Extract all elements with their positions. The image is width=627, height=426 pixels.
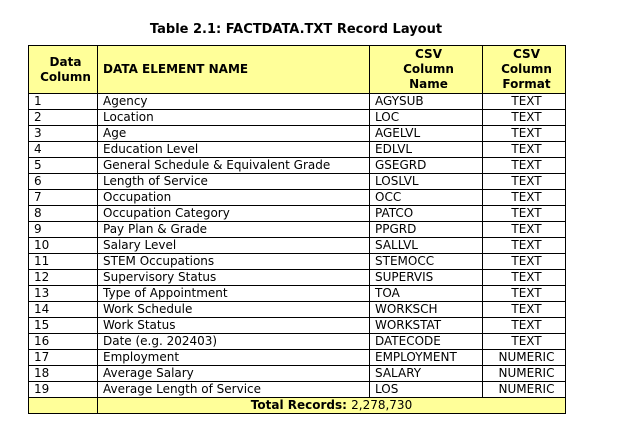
- row-csv-format: TEXT: [483, 270, 566, 286]
- row-element-name: Pay Plan & Grade: [98, 222, 370, 238]
- row-csv-name: EDLVL: [370, 142, 483, 158]
- table-row: [29, 238, 566, 254]
- header-data-column-line-1: Data: [49, 54, 82, 69]
- row-csv-format: TEXT: [483, 142, 566, 158]
- row-element-name: Average Length of Service: [98, 382, 370, 398]
- row-element-name: Age: [98, 126, 370, 142]
- row-csv-format: TEXT: [483, 190, 566, 206]
- row-csv-name: OCC: [370, 190, 483, 206]
- total-row: [29, 398, 566, 414]
- row-number: 3: [29, 126, 98, 142]
- row-element-name: Employment: [98, 350, 370, 366]
- row-number: 16: [29, 334, 98, 350]
- row-csv-format: TEXT: [483, 302, 566, 318]
- row-number: 2: [29, 110, 98, 126]
- header-csv-column-name: [370, 46, 483, 94]
- row-number: 6: [29, 174, 98, 190]
- table-row: [29, 206, 566, 222]
- row-csv-name: LOC: [370, 110, 483, 126]
- row-number: 17: [29, 350, 98, 366]
- table-row: [29, 302, 566, 318]
- total-records-value: 2,278,730: [351, 398, 413, 412]
- row-csv-name: DATECODE: [370, 334, 483, 350]
- table-row: [29, 158, 566, 174]
- row-csv-format: TEXT: [483, 238, 566, 254]
- row-element-name: Date (e.g. 202403): [98, 334, 370, 350]
- row-csv-name: AGYSUB: [370, 94, 483, 110]
- row-csv-name: EMPLOYMENT: [370, 350, 483, 366]
- row-csv-format: TEXT: [483, 334, 566, 350]
- row-number: 11: [29, 254, 98, 270]
- row-element-name: Length of Service: [98, 174, 370, 190]
- header-csv-column-format: [483, 46, 566, 94]
- table-row: [29, 142, 566, 158]
- table-row: [29, 382, 566, 398]
- row-csv-format: TEXT: [483, 94, 566, 110]
- row-csv-format: NUMERIC: [483, 350, 566, 366]
- row-csv-format: TEXT: [483, 318, 566, 334]
- row-csv-name: SUPERVIS: [370, 270, 483, 286]
- table-row: [29, 366, 566, 382]
- header-row: [29, 46, 566, 94]
- header-csv-format-line-3: Format: [502, 77, 551, 91]
- row-element-name: Agency: [98, 94, 370, 110]
- row-number: 18: [29, 366, 98, 382]
- row-number: 5: [29, 158, 98, 174]
- row-csv-name: LOSLVL: [370, 174, 483, 190]
- table-row: [29, 318, 566, 334]
- row-element-name: Work Status: [98, 318, 370, 334]
- row-csv-format: NUMERIC: [483, 382, 566, 398]
- table-row: [29, 334, 566, 350]
- row-csv-name: SALARY: [370, 366, 483, 382]
- total-records-label: Total Records:: [250, 398, 347, 412]
- table-row: [29, 126, 566, 142]
- row-csv-name: PATCO: [370, 206, 483, 222]
- row-element-name: Location: [98, 110, 370, 126]
- row-element-name: Occupation Category: [98, 206, 370, 222]
- row-number: 19: [29, 382, 98, 398]
- row-csv-format: TEXT: [483, 286, 566, 302]
- row-element-name: Salary Level: [98, 238, 370, 254]
- row-csv-name: AGELVL: [370, 126, 483, 142]
- row-element-name: Supervisory Status: [98, 270, 370, 286]
- table-row: [29, 270, 566, 286]
- row-csv-name: STEMOCC: [370, 254, 483, 270]
- header-data-column: [29, 46, 98, 94]
- row-csv-format: NUMERIC: [483, 366, 566, 382]
- row-csv-name: WORKSCH: [370, 302, 483, 318]
- table-caption: Table 2.1: FACTDATA.TXT Record Layout: [149, 22, 443, 37]
- row-element-name: Type of Appointment: [98, 286, 370, 302]
- row-element-name: Average Salary: [98, 366, 370, 382]
- row-csv-format: TEXT: [483, 126, 566, 142]
- row-csv-format: TEXT: [483, 174, 566, 190]
- row-csv-format: TEXT: [483, 110, 566, 126]
- record-layout-table: [28, 45, 566, 414]
- table-row: [29, 254, 566, 270]
- row-csv-format: TEXT: [483, 206, 566, 222]
- header-csv-name-line-3: Name: [409, 77, 448, 91]
- row-element-name: STEM Occupations: [98, 254, 370, 270]
- table-row: [29, 110, 566, 126]
- row-element-name: General Schedule & Equivalent Grade: [98, 158, 370, 174]
- row-element-name: Occupation: [98, 190, 370, 206]
- row-csv-name: PPGRD: [370, 222, 483, 238]
- row-number: 1: [29, 94, 98, 110]
- table-row: [29, 190, 566, 206]
- table-row: [29, 94, 566, 110]
- row-element-name: Work Schedule: [98, 302, 370, 318]
- header-csv-name-line-2: Column: [403, 62, 454, 76]
- row-csv-name: WORKSTAT: [370, 318, 483, 334]
- header-data-column-line-2: Column: [40, 69, 91, 84]
- row-csv-name: TOA: [370, 286, 483, 302]
- row-number: 9: [29, 222, 98, 238]
- header-csv-name-line-1: CSV: [415, 47, 442, 61]
- row-number: 15: [29, 318, 98, 334]
- row-number: 13: [29, 286, 98, 302]
- header-element-name: DATA ELEMENT NAME: [98, 46, 370, 94]
- table-row: [29, 222, 566, 238]
- row-csv-name: SALLVL: [370, 238, 483, 254]
- row-number: 4: [29, 142, 98, 158]
- table-row: [29, 350, 566, 366]
- total-records-cell: [98, 398, 566, 414]
- header-csv-format-line-1: CSV: [513, 47, 540, 61]
- row-number: 14: [29, 302, 98, 318]
- header-csv-format-line-2: Column: [501, 62, 552, 76]
- total-row-spacer: [29, 398, 98, 414]
- row-number: 12: [29, 270, 98, 286]
- row-number: 10: [29, 238, 98, 254]
- row-csv-name: LOS: [370, 382, 483, 398]
- row-csv-format: TEXT: [483, 254, 566, 270]
- row-csv-format: TEXT: [483, 222, 566, 238]
- row-number: 7: [29, 190, 98, 206]
- table-row: [29, 286, 566, 302]
- row-csv-format: TEXT: [483, 158, 566, 174]
- row-number: 8: [29, 206, 98, 222]
- row-element-name: Education Level: [98, 142, 370, 158]
- row-csv-name: GSEGRD: [370, 158, 483, 174]
- table-row: [29, 174, 566, 190]
